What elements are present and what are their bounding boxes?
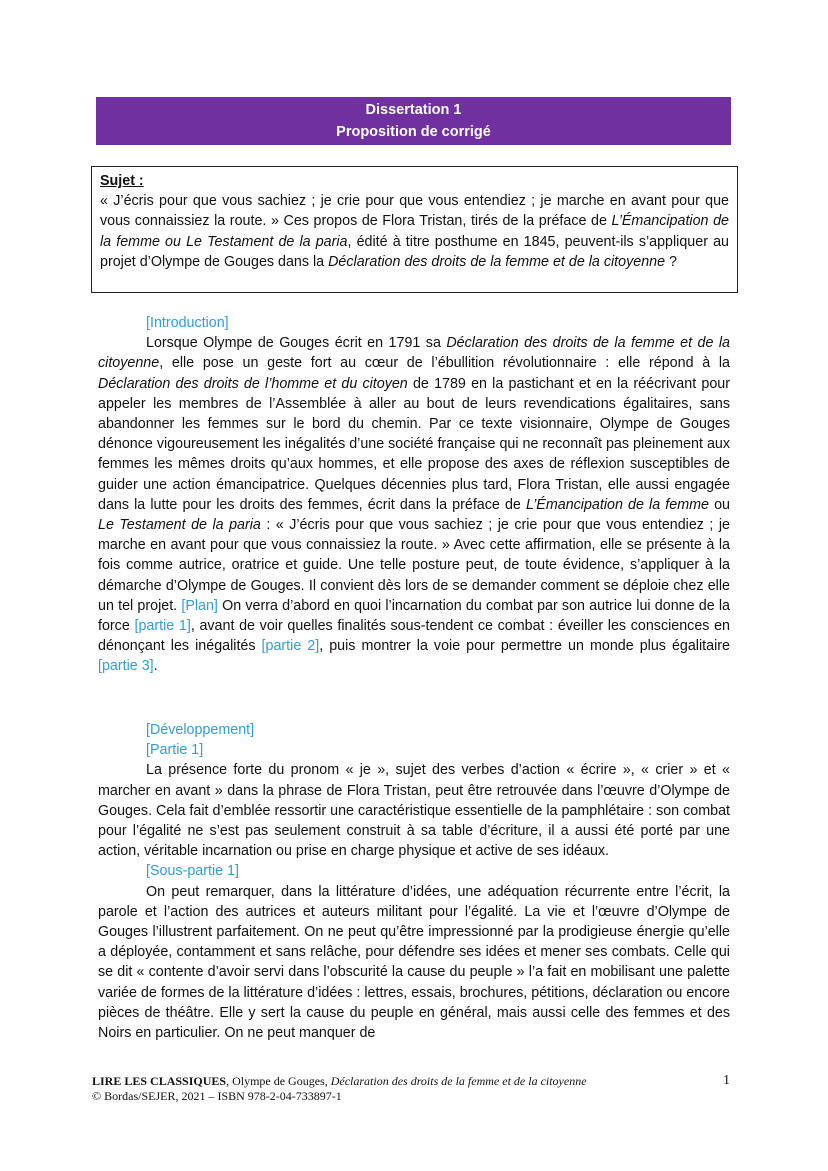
page-number: 1 xyxy=(723,1073,730,1088)
plan-tag: [Plan] xyxy=(181,597,218,614)
introduction-tag: [Introduction] xyxy=(146,315,229,331)
introduction-paragraph: Lorsque Olympe de Gouges écrit en 1791 sa Déclaration des droits de la femme et de la citoyenne, elle pose un geste fort au cœur de l’ébullition révolutionnaire : elle répond à la Déclaration des droits de l’homme et du citoyen de 1789 en la pastichant et en la réécrivant pour appeler les membres de l’Assemblée à aller au bout de leurs revendications égalitaires, sans abandonner les femmes sur le bord du chemin. Par ce texte visionnaire, Olympe de Gouges dénonce vigoureusement les inégalités d’une société française qui ne reconnaît pas pleinement aux femmes les mêmes droits qu’aux hommes, et elle propose des axes de réflexion susceptibles de guider une action émancipatrice. Quelques décennies plus tard, Flora Tristan, elle aussi engagée dans la lutte pour les droits des femmes, écrit dans la préface de L’Émancipation de la femme ou Le Testament de la paria : « J’écris pour que vous sachiez ; je crie pour que vous entendiez ; je marche en avant pour que vous connaissiez la route. » Avec cette affirmation, elle se présente à la fois comme autrice, oratrice et guide. Une telle posture peut, de toute évidence, s’appliquer à la démarche d’Olympe de Gouges. Il convient dès lors de se demander comment se déploie chez elle un tel projet. [Plan] On verra d’abord en quoi l’incarnation du combat par son autrice lui donne de la force [partie 1], avant de voir quelles finalités sous-tendent ce combat : éveiller les consciences en dénonçant les inégalités [partie 2], puis montrer la voie pour permettre un monde plus égalitaire [partie 3]. xyxy=(98,335,731,675)
part1-tag: [partie 1] xyxy=(134,618,191,635)
title-banner xyxy=(96,97,731,145)
subject-box xyxy=(91,166,738,293)
part3-tag: [partie 3] xyxy=(98,658,154,675)
sous-partie-1-tag: [Sous-partie 1] xyxy=(146,863,239,880)
subject-text: « J’écris pour que vous sachiez ; je crie pour que vous entendiez ; je marche en avant pour que vous connaissiez la route. » Ces propos de Flora Tristan, tirés de la préface de L’Émancipation de la femme ou Le Testament de la paria, édité à titre posthume en 1845, peuvent-ils s’appliquer au projet d’Olympe de Gouges dans la Déclaration des droits de la femme et de la citoyenne ? xyxy=(100,193,729,270)
banner-subtitle: Proposition de corrigé xyxy=(336,124,491,140)
partie-1-paragraph: La présence forte du pronom « je », sujet des verbes d’action « écrire », « crier » et « marcher en avant » dans la phrase de Flora Tristan, peut être retrouvée dans l’œuvre d’Olympe de Gouges. Cela fait d’emblée ressortir une caractéristique essentielle de la pamphlétaire : son combat pour l’égalité ne s’est pas seulement construit à sa table d’écriture, il a aussi été porté par une action, véritable incarnation ou prise en charge physique et active de ses idéaux. xyxy=(98,762,730,860)
sous-partie-1-paragraph: On peut remarquer, dans la littérature d’idées, une adéquation récurrente entre l’écrit, la parole et l’action des autrices et auteurs militant pour l’égalité. La vie et l’œuvre d’Olympe de Gouges l’illustrent parfaitement. On ne peut qu’être impressionné par la prodigieuse énergie qu’elle a déployée, contamment et sans relâche, pour défendre ses idées et mener ses combats. Celle qui se dit « contente d’avoir servi dans l’obscurité la cause du peuple » l’a fait en mobilisant une palette variée de formes de la littérature d’idées : lettres, essais, brochures, pétitions, déclaration ou encore pièces de théâtre. Elle y sert la cause du peuple en général, mais aussi celle des femmes et des Noirs en particulier. On ne peut manquer de xyxy=(98,883,730,1042)
footer-copyright: © Bordas/SEJER, 2021 – ISBN 978-2-04-733897-1 xyxy=(92,1089,342,1103)
development-tag: [Développement] xyxy=(146,722,255,738)
development-section xyxy=(98,720,730,1043)
introduction-section xyxy=(98,313,730,677)
page-footer xyxy=(92,1074,734,1104)
partie-1-tag: [Partie 1] xyxy=(146,742,204,759)
footer-reference: LIRE LES CLASSIQUES, Olympe de Gouges, Déclaration des droits de la femme et de la citoyenne xyxy=(92,1074,587,1088)
banner-title: Dissertation 1 xyxy=(365,102,462,118)
subject-label: Sujet : xyxy=(100,173,144,189)
part2-tag: [partie 2] xyxy=(261,638,320,655)
